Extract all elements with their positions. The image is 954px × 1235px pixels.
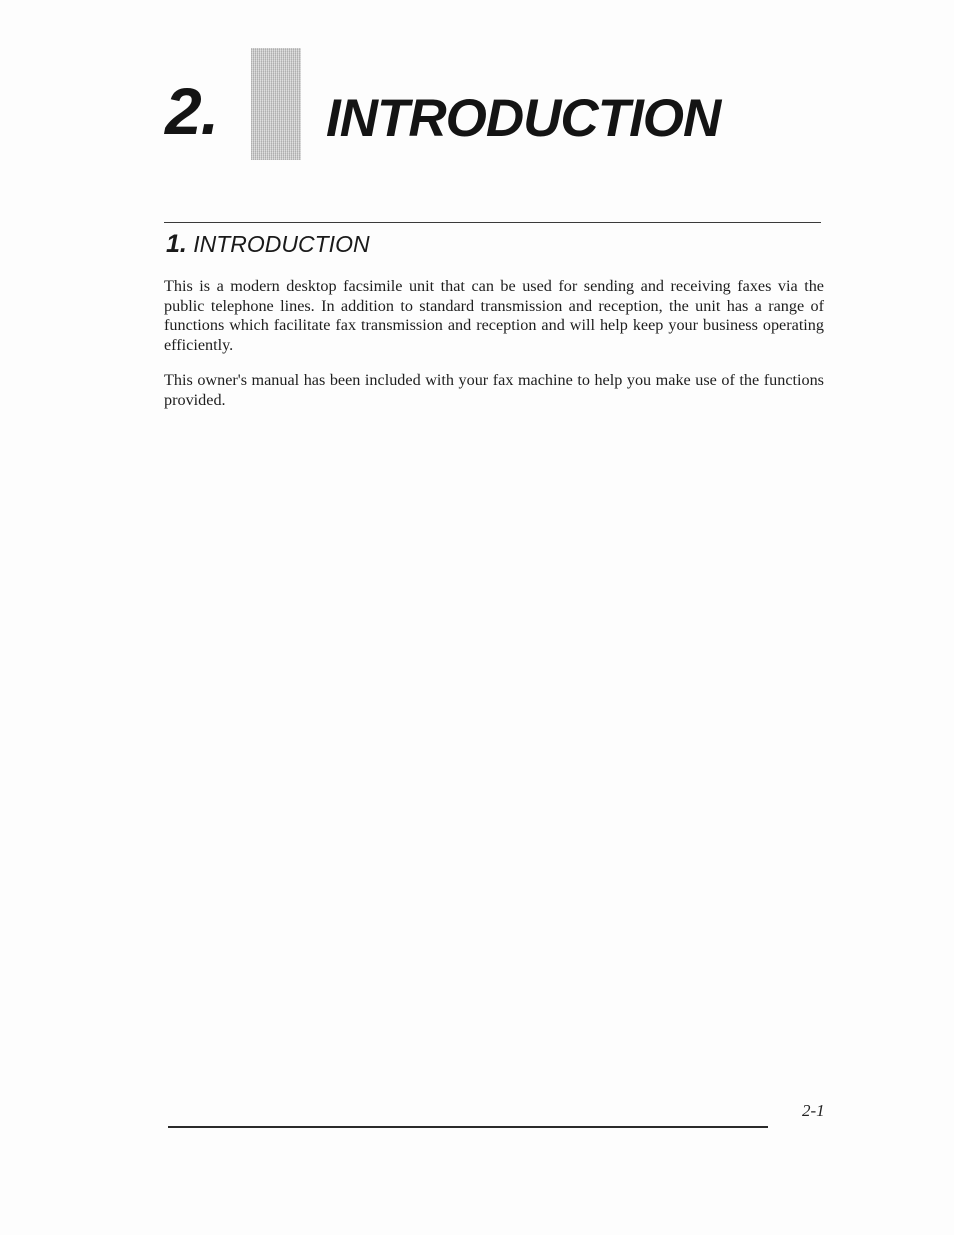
- footer-divider: [168, 1126, 768, 1128]
- chapter-number: 2.: [165, 74, 219, 148]
- section-heading: [166, 231, 370, 259]
- manual-paragraph: This owner's manual has been included with your fax machine to help you make use of the functions provided.: [164, 371, 824, 409]
- section-number: 1.: [166, 230, 187, 258]
- section-title: INTRODUCTION: [193, 231, 370, 257]
- section-divider: [164, 222, 821, 223]
- intro-paragraph: This is a modern desktop facsimile unit that can be used for sending and receiving faxes via the public telephone lines. In addition to standard transmission and reception, the unit has a range of functions which facilitate fax transmission and reception and will help keep your business operating efficiently.: [164, 277, 824, 354]
- chapter-title: INTRODUCTION: [326, 89, 721, 148]
- chapter-tab-marker: [251, 48, 301, 160]
- page-number: 2-1: [802, 1101, 825, 1120]
